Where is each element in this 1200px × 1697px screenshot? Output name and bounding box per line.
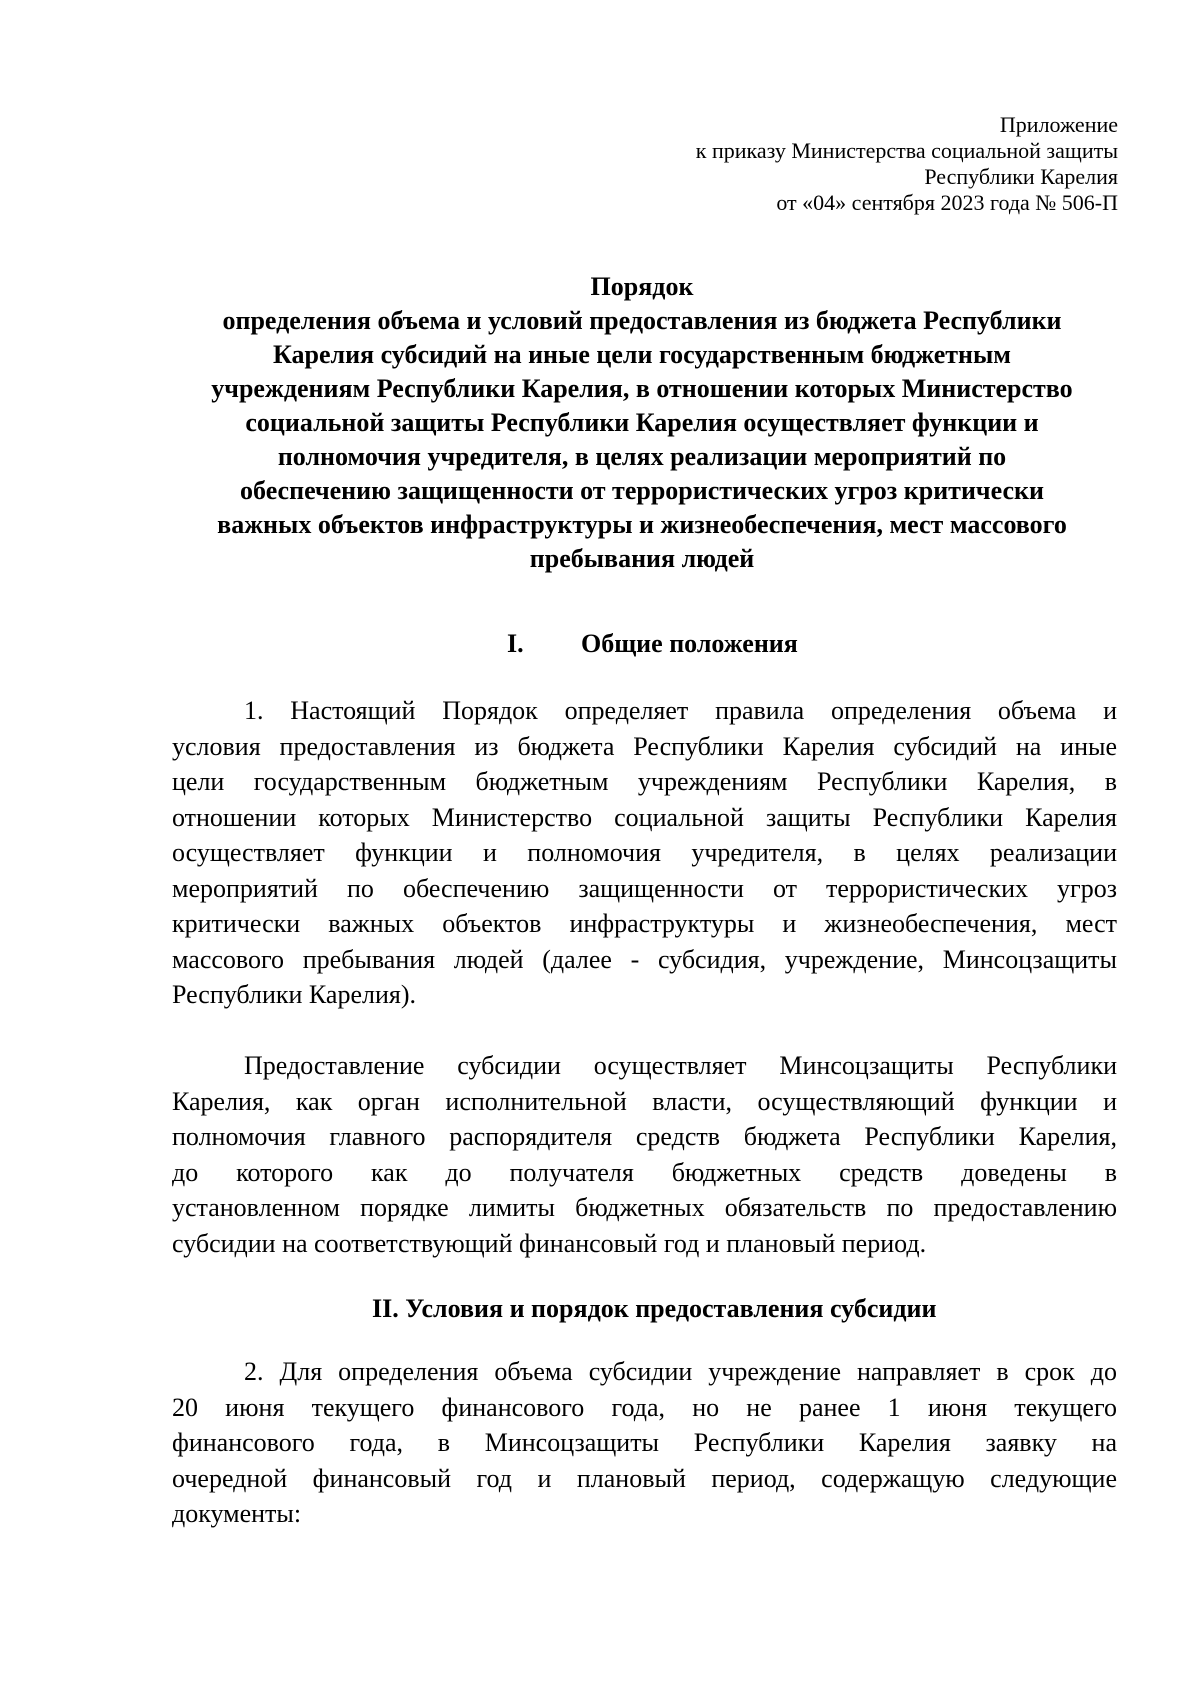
- attachment-line: к приказу Министерства социальной защиты: [695, 138, 1118, 163]
- attachment-line: Республики Карелия: [924, 164, 1118, 189]
- title-line: социальной защиты Республики Карелия осуществляет функции и: [245, 408, 1039, 437]
- paragraph-line: цели государственным бюджетным учреждениям Республики Карелия, в: [172, 767, 1117, 796]
- paragraph-2: [172, 1048, 1117, 1261]
- section-1-title: Общие положения: [581, 629, 798, 658]
- paragraph-line: массового пребывания людей (далее - субсидия, учреждение, Минсоцзащиты: [172, 944, 1117, 974]
- paragraph-line: Республики Карелия).: [172, 980, 417, 1009]
- paragraph-line: Карелия, как орган исполнительной власти, осуществляющий функции и: [172, 1086, 1117, 1116]
- paragraph-line: условия предоставления из бюджета Республики Карелия субсидий на иные: [172, 731, 1117, 761]
- paragraph-line: 1. Настоящий Порядок определяет правила определения объема и: [244, 696, 1117, 725]
- title-line: обеспечению защищенности от террористических угроз критически: [240, 476, 1044, 505]
- attachment-line: от «04» сентября 2023 года № 506-П: [776, 190, 1118, 215]
- title-line: пребывания людей: [529, 544, 755, 573]
- title-line: Карелия субсидий на иные цели государственным бюджетным: [272, 340, 1012, 369]
- title-line: Порядок: [590, 272, 694, 301]
- paragraph-line: установленном порядке лимиты бюджетных обязательств по предоставлению: [172, 1193, 1117, 1222]
- paragraph-line: документы:: [172, 1499, 302, 1528]
- paragraph-line: отношении которых Министерство социальной защиты Республики Карелия: [172, 802, 1117, 832]
- paragraph-line: осуществляет функции и полномочия учредителя, в целях реализации: [172, 838, 1117, 867]
- section-2-title: II. Условия и порядок предоставления субсидии: [372, 1294, 937, 1323]
- paragraph-line: критически важных объектов инфраструктуры и жизнеобеспечения, мест: [172, 909, 1117, 938]
- paragraph-line: очередной финансовый год и плановый период, содержащую следующие: [172, 1463, 1117, 1493]
- document-title: [168, 270, 1116, 576]
- paragraph-line: Предоставление субсидии осуществляет Минсоцзащиты Республики: [244, 1051, 1117, 1080]
- paragraph-line: до которого как до получателя бюджетных средств доведены в: [172, 1157, 1117, 1187]
- paragraph-line: полномочия главного распорядителя средств бюджета Республики Карелия,: [172, 1122, 1117, 1151]
- attachment-note: [696, 112, 1118, 216]
- title-line: определения объема и условий предоставления из бюджета Республики: [222, 306, 1062, 335]
- paragraph-line: субсидии на соответствующий финансовый год и плановый период.: [172, 1228, 927, 1258]
- paragraph-line: 20 июня текущего финансового года, но не ранее 1 июня текущего: [172, 1392, 1117, 1422]
- attachment-line: Приложение: [999, 112, 1118, 137]
- paragraph-line: финансового года, в Минсоцзащиты Республики Карелия заявку на: [172, 1428, 1117, 1457]
- paragraph-line: мероприятий по обеспечению защищенности от террористических угроз: [172, 873, 1117, 903]
- title-line: полномочия учредителя, в целях реализации мероприятий по: [277, 442, 1007, 471]
- paragraph-line: 2. Для определения объема субсидии учреждение направляет в срок до: [244, 1357, 1117, 1386]
- paragraph-3: [172, 1354, 1117, 1532]
- title-line: важных объектов инфраструктуры и жизнеобеспечения, мест массового: [217, 510, 1067, 539]
- section-1-number: I.: [507, 629, 524, 658]
- title-line: учреждениям Республики Карелия, в отношении которых Министерство: [211, 374, 1073, 403]
- paragraph-1: [172, 693, 1117, 1013]
